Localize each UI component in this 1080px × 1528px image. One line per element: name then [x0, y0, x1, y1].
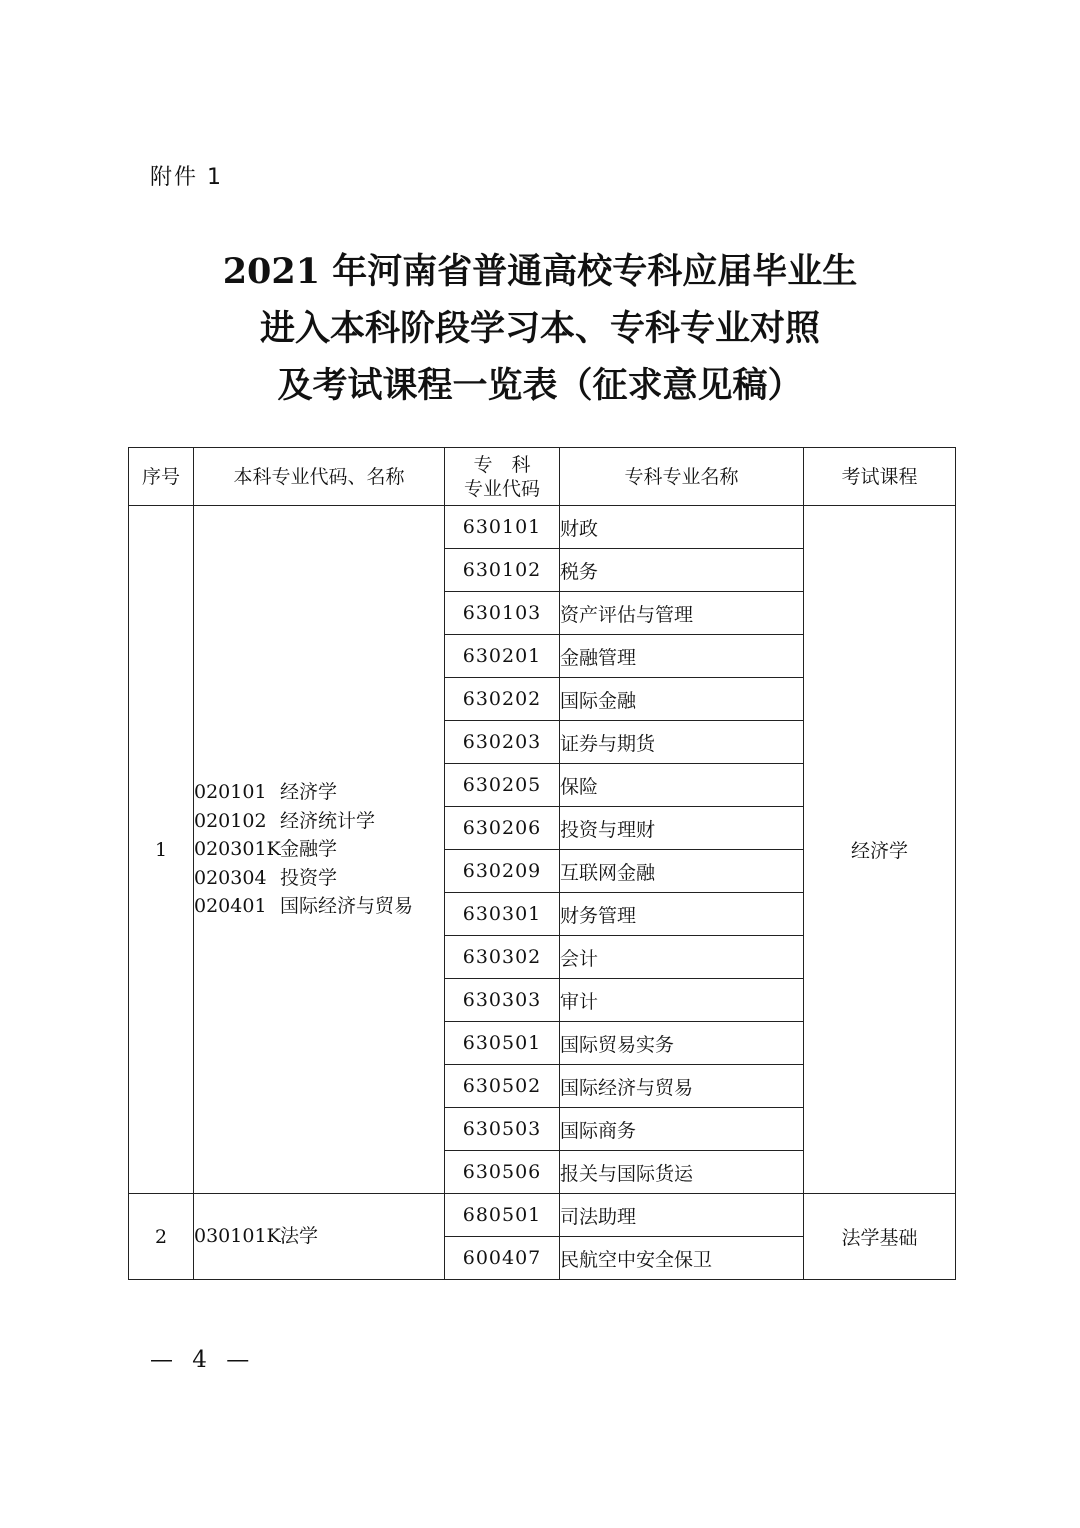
- junior-major-name: 国际金融: [560, 678, 804, 721]
- junior-major-name: 国际经济与贸易: [560, 1065, 804, 1108]
- title-line-2: 进入本科阶段学习本、专科专业对照: [259, 308, 820, 349]
- header-undergrad-major: 本科专业代码、名称: [194, 448, 445, 506]
- undergrad-major-code: 020101: [194, 781, 267, 804]
- undergrad-major-name: 法学: [280, 1225, 319, 1248]
- junior-major-code: 630303: [445, 979, 560, 1022]
- undergrad-major-code: 030101K: [194, 1225, 281, 1248]
- table-body: [129, 506, 956, 1280]
- undergrad-major-entry: [194, 835, 444, 864]
- junior-major-code: 600407: [445, 1237, 560, 1280]
- undergrad-major-name: 金融学: [280, 838, 338, 861]
- junior-major-name: 财政: [560, 506, 804, 549]
- undergrad-major-code: 020301K: [194, 838, 281, 861]
- junior-major-name: 证券与期货: [560, 721, 804, 764]
- junior-major-code: 630103: [445, 592, 560, 635]
- junior-major-code: 630203: [445, 721, 560, 764]
- exam-course-cell: 经济学: [804, 506, 956, 1194]
- header-junior-code-line1: 专 科: [473, 453, 531, 476]
- junior-major-name: 民航空中安全保卫: [560, 1237, 804, 1280]
- page-number: — 4 —: [150, 1347, 256, 1373]
- exam-course-cell: 法学基础: [804, 1194, 956, 1280]
- table-header-row: [129, 448, 956, 506]
- junior-major-code: 630502: [445, 1065, 560, 1108]
- junior-major-name: 保险: [560, 764, 804, 807]
- junior-major-name: 审计: [560, 979, 804, 1022]
- undergrad-major-code: 020304: [194, 866, 267, 889]
- junior-major-code: 630501: [445, 1022, 560, 1065]
- undergrad-major-name: 经济学: [280, 781, 338, 804]
- junior-major-name: 互联网金融: [560, 850, 804, 893]
- major-comparison-table: [128, 447, 956, 1280]
- undergrad-major-entry: [194, 864, 444, 893]
- header-junior-code: [445, 448, 560, 506]
- seq-cell: 1: [129, 506, 194, 1194]
- document-title: [0, 243, 1080, 414]
- undergrad-major-entry: [194, 892, 444, 921]
- junior-major-code: 630101: [445, 506, 560, 549]
- junior-major-name: 资产评估与管理: [560, 592, 804, 635]
- junior-major-name: 金融管理: [560, 635, 804, 678]
- header-junior-code-line2: 专业代码: [463, 477, 540, 500]
- junior-major-name: 财务管理: [560, 893, 804, 936]
- junior-major-code: 630503: [445, 1108, 560, 1151]
- junior-major-name: 投资与理财: [560, 807, 804, 850]
- table-row: [129, 506, 956, 549]
- undergrad-major-name: 国际经济与贸易: [280, 895, 414, 918]
- undergrad-major-name: 经济统计学: [280, 809, 376, 832]
- title-line-3: 及考试课程一览表（征求意见稿）: [277, 365, 803, 406]
- junior-major-code: 630302: [445, 936, 560, 979]
- undergrad-major-entry: [194, 807, 444, 836]
- junior-major-name: 报关与国际货运: [560, 1151, 804, 1194]
- junior-major-name: 国际商务: [560, 1108, 804, 1151]
- junior-major-name: 司法助理: [560, 1194, 804, 1237]
- junior-major-code: 630506: [445, 1151, 560, 1194]
- undergrad-major-cell: [194, 506, 445, 1194]
- junior-major-code: 630102: [445, 549, 560, 592]
- undergrad-major-code: 020401: [194, 895, 267, 918]
- junior-major-code: 630209: [445, 850, 560, 893]
- table-row: [129, 1194, 956, 1237]
- junior-major-name: 国际贸易实务: [560, 1022, 804, 1065]
- undergrad-major-cell: [194, 1194, 445, 1280]
- header-junior-name: 专科专业名称: [560, 448, 804, 506]
- junior-major-code: 630205: [445, 764, 560, 807]
- undergrad-major-entry: [194, 778, 444, 807]
- attachment-label: 附件 1: [150, 165, 223, 190]
- header-seq: 序号: [129, 448, 194, 506]
- junior-major-name: 会计: [560, 936, 804, 979]
- junior-major-code: 630301: [445, 893, 560, 936]
- junior-major-code: 630206: [445, 807, 560, 850]
- undergrad-major-code: 020102: [194, 809, 267, 832]
- junior-major-code: 630202: [445, 678, 560, 721]
- undergrad-major-entry: [194, 1222, 444, 1251]
- undergrad-major-name: 投资学: [280, 866, 338, 889]
- junior-major-code: 680501: [445, 1194, 560, 1237]
- header-exam-course: 考试课程: [804, 448, 956, 506]
- seq-cell: 2: [129, 1194, 194, 1280]
- junior-major-code: 630201: [445, 635, 560, 678]
- junior-major-name: 税务: [560, 549, 804, 592]
- title-line-1: 2021 年河南省普通高校专科应届毕业生: [222, 251, 858, 292]
